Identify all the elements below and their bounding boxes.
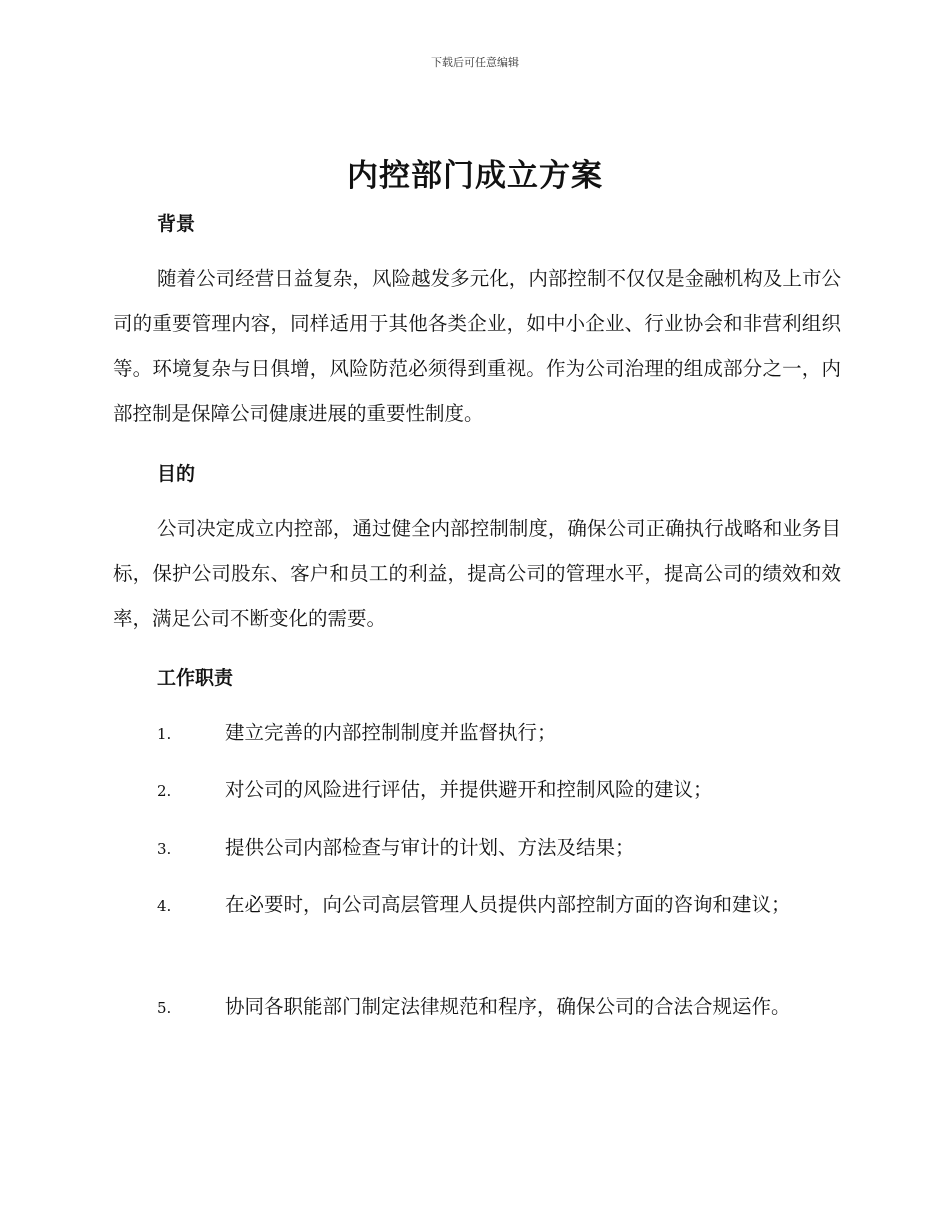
heading-purpose: 目的 bbox=[157, 463, 196, 485]
list-item-text: 建立完善的内部控制制度并监督执行； bbox=[225, 721, 557, 744]
list-item-text: 提供公司内部检查与审计的计划、方法及结果； bbox=[225, 836, 635, 859]
list-item-number: 1. bbox=[157, 725, 172, 743]
document-title: 内控部门成立方案 bbox=[347, 158, 603, 194]
list-item-text: 协同各职能部门制定法律规范和程序，确保公司的合法合规运作。 bbox=[225, 995, 791, 1018]
list-item bbox=[113, 984, 841, 1031]
list-item-text: 对公司的风险进行评估，并提供避开和控制风险的建议； bbox=[225, 778, 713, 801]
list-item-text: 在必要时，向公司高层管理人员提供内部控制方面的咨询和建议； bbox=[225, 893, 791, 916]
list-item-number: 3. bbox=[157, 840, 172, 858]
list-item bbox=[113, 882, 841, 929]
list-item bbox=[113, 825, 841, 872]
header-note: 下载后可任意编辑 bbox=[431, 56, 519, 69]
paragraph-background: 随着公司经营日益复杂，风险越发多元化，内部控制不仅仅是金融机构及上市公司的重要管理内容，同样适用于其他各类企业，如中小企业、行业协会和非营利组织等。环境复杂与日俱增，风险防范必须得到重视。作为公司治理的组成部分之一，内部控制是保障公司健康进展的重要性制度。 bbox=[113, 267, 841, 425]
paragraph-purpose: 公司决定成立内控部，通过健全内部控制制度，确保公司正确执行战略和业务目标，保护公司股东、客户和员工的利益，提高公司的管理水平，提高公司的绩效和效率，满足公司不断变化的需要。 bbox=[113, 517, 841, 630]
list-item-number: 5. bbox=[157, 999, 172, 1017]
list-item-number: 4. bbox=[157, 897, 172, 915]
heading-background: 背景 bbox=[157, 213, 196, 235]
list-item-number: 2. bbox=[157, 782, 172, 800]
list-item bbox=[113, 710, 841, 757]
list-item bbox=[113, 767, 841, 814]
heading-duties: 工作职责 bbox=[157, 667, 234, 689]
